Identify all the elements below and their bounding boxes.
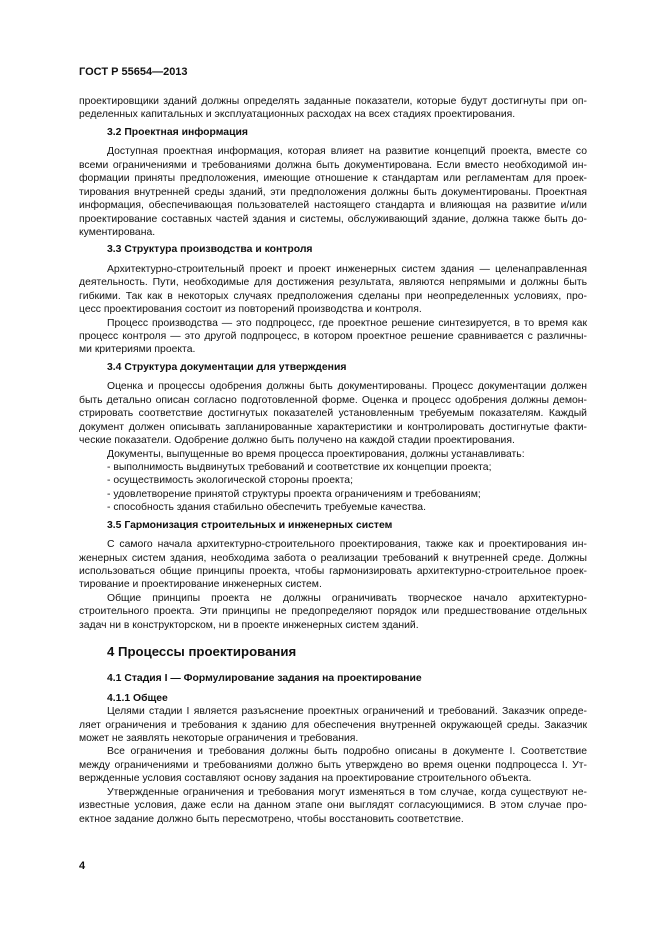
- text-line: Процесс производства — это подпроцесс, где проектное решение синтезируется, в то время как: [107, 317, 587, 329]
- text-line: Архитектурно-строительный проект и проект инженерных систем здания — целенаправленная: [107, 263, 587, 275]
- paragraph: [79, 317, 587, 357]
- text-line: Общие принципы проекта не должны ограничивать творческое начало архитектурно-: [107, 592, 587, 604]
- text-line: женерных систем здания, необходима забота о реализации требований к внутренней среде. Должны: [79, 552, 587, 564]
- section-heading: 3.3 Структура производства и контроля: [107, 244, 313, 256]
- text-line: тирования внутренней среды зданий, эти предположения должны быть документированы. Проектная: [79, 186, 587, 198]
- text-line: ляет ограничения и требования к зданию для обеспечения внутренней окружающей среды. Заказчик: [79, 719, 587, 731]
- text-line: процесс контроля — это другой подпроцесс, в котором проектное решение сравнивается с различны-: [79, 331, 587, 342]
- text-line: информация, обеспечивающая пользователей настоящего стандарта и влияющая на развитие и/или: [79, 200, 587, 212]
- text-line: С самого начала архитектурно-строительного проектирования, также как и проектирования ин-: [107, 539, 587, 551]
- text-line: кументирована.: [79, 226, 156, 238]
- text-line: задач ни в конструкторском, ни в проекте инженерных систем зданий.: [79, 619, 419, 631]
- text-line: гибкими. Так как в некоторых случаях предположения сделаны при неопределенных условиях, про-: [79, 290, 587, 302]
- list-item: - осуществимость экологической стороны проекта;: [107, 475, 353, 487]
- text-line: цесс проектирования состоит из повторений производства и контроля.: [79, 304, 422, 316]
- text-line: деятельность. Пути, необходимые для достижения результата, являются непрямыми и должны быть: [79, 277, 587, 289]
- text-line: проектировщики зданий должны определять заданные показатели, которые будут достигнуты при оп-: [79, 96, 587, 107]
- text-line: ределенных капитальных и эксплуатационных расходах на всех стадиях проектирования.: [79, 109, 516, 121]
- text-line: ектное задание должно быть пересмотрено, чтобы восстановить соответствие.: [79, 813, 464, 825]
- paragraph: [79, 263, 587, 317]
- text-line: Целями стадии I является разъяснение проектных ограничений и требований. Заказчик опреде-: [107, 706, 587, 718]
- list-item: - способность здания стабильно обеспечить требуемые качества.: [107, 502, 426, 514]
- list-item: - удовлетворение принятой структуры проекта ограничениям и требованиям;: [107, 488, 481, 500]
- page-number: 4: [79, 860, 86, 872]
- paragraph: [79, 745, 587, 785]
- text-line: ми критериями проекта.: [79, 344, 196, 356]
- list-item: - выполнимость выдвинутых требований и соответствие их концепции проекта;: [107, 461, 492, 473]
- text-line: использоваться общие принципы проекта, чтобы гармонизировать архитектурно-строительное проек-: [79, 566, 587, 577]
- section-heading: 3.5 Гармонизация строительных и инженерных систем: [107, 519, 393, 531]
- text-line: проектирование составных частей здания и системы, обслуживающий здание, должна также быть до-: [79, 213, 587, 225]
- text-line: документ должен описывать запланированные характеристики и контролировать достигнутые факти-: [79, 421, 587, 433]
- paragraph: [79, 538, 587, 592]
- text-line: всеми ограничениями и требованиями должна быть документирована. Если вместо необходимой ин-: [79, 159, 587, 171]
- paragraph: [79, 786, 587, 826]
- text-line: Доступная проектная информация, которая влияет на развитие концепций проекта, вместе со: [107, 146, 587, 158]
- text-line: известные условия, даже если на данном этапе они выглядят согласующимися. В этом случае про-: [79, 800, 587, 812]
- text-line: стрировать соответствие достигнутых показателей установленным требуемым показателям. Каждый: [79, 408, 587, 420]
- paragraph: [79, 592, 587, 632]
- section-heading: 3.2 Проектная информация: [107, 126, 248, 138]
- text-line: ческие показатели. Одобрение должно быть получено на каждой стадии проектирования.: [79, 435, 515, 447]
- text-line: может не заявлять некоторые ограничения и требования.: [79, 732, 359, 744]
- paragraph: [79, 145, 587, 239]
- section-heading: 4 Процессы проектирования: [107, 644, 297, 660]
- paragraph: [79, 380, 587, 447]
- text-line: вержденные условия составляют основу задания на проектирование строительного объекта.: [79, 773, 532, 785]
- document-header: ГОСТ Р 55654—2013: [79, 66, 188, 78]
- text-line: строительного проекта. Эти принципы не предопределяют порядок или предшествование отдельных: [79, 606, 587, 618]
- section-heading: 3.4 Структура документации для утверждения: [107, 361, 347, 373]
- text-line: Утвержденные ограничения и требования могут изменяться в том случае, когда существуют не-: [107, 786, 587, 798]
- section-heading: 4.1.1 Общее: [107, 692, 168, 704]
- text-line: Все ограничения и требования должны быть подробно описаны в документе I. Соответствие: [107, 746, 587, 758]
- paragraph: [79, 448, 587, 461]
- text-line: Оценка и процессы одобрения должны быть документированы. Процесс документации должен: [107, 381, 587, 393]
- text-line: быть детально описан согласно подготовленной форме. Оценка и процесс одобрения должны демон-: [79, 394, 587, 406]
- text-line: Документы, выпущенные во время процесса проектирования, должны устанавливать:: [107, 448, 525, 460]
- section-heading: 4.1 Стадия I — Формулирование задания на проектирование: [107, 673, 422, 685]
- document-body: [79, 95, 587, 826]
- text-line: формации приняты предположения, имеющие отношение к стандартам или регламентам для проек-: [79, 173, 587, 185]
- text-line: между ограничениями и требованиями должно быть утверждено во время оценки подпроцесса I. Ут-: [79, 759, 587, 771]
- text-line: тирование и проектирование инженерных систем.: [79, 579, 322, 591]
- paragraph: [79, 705, 587, 745]
- paragraph: [79, 95, 587, 122]
